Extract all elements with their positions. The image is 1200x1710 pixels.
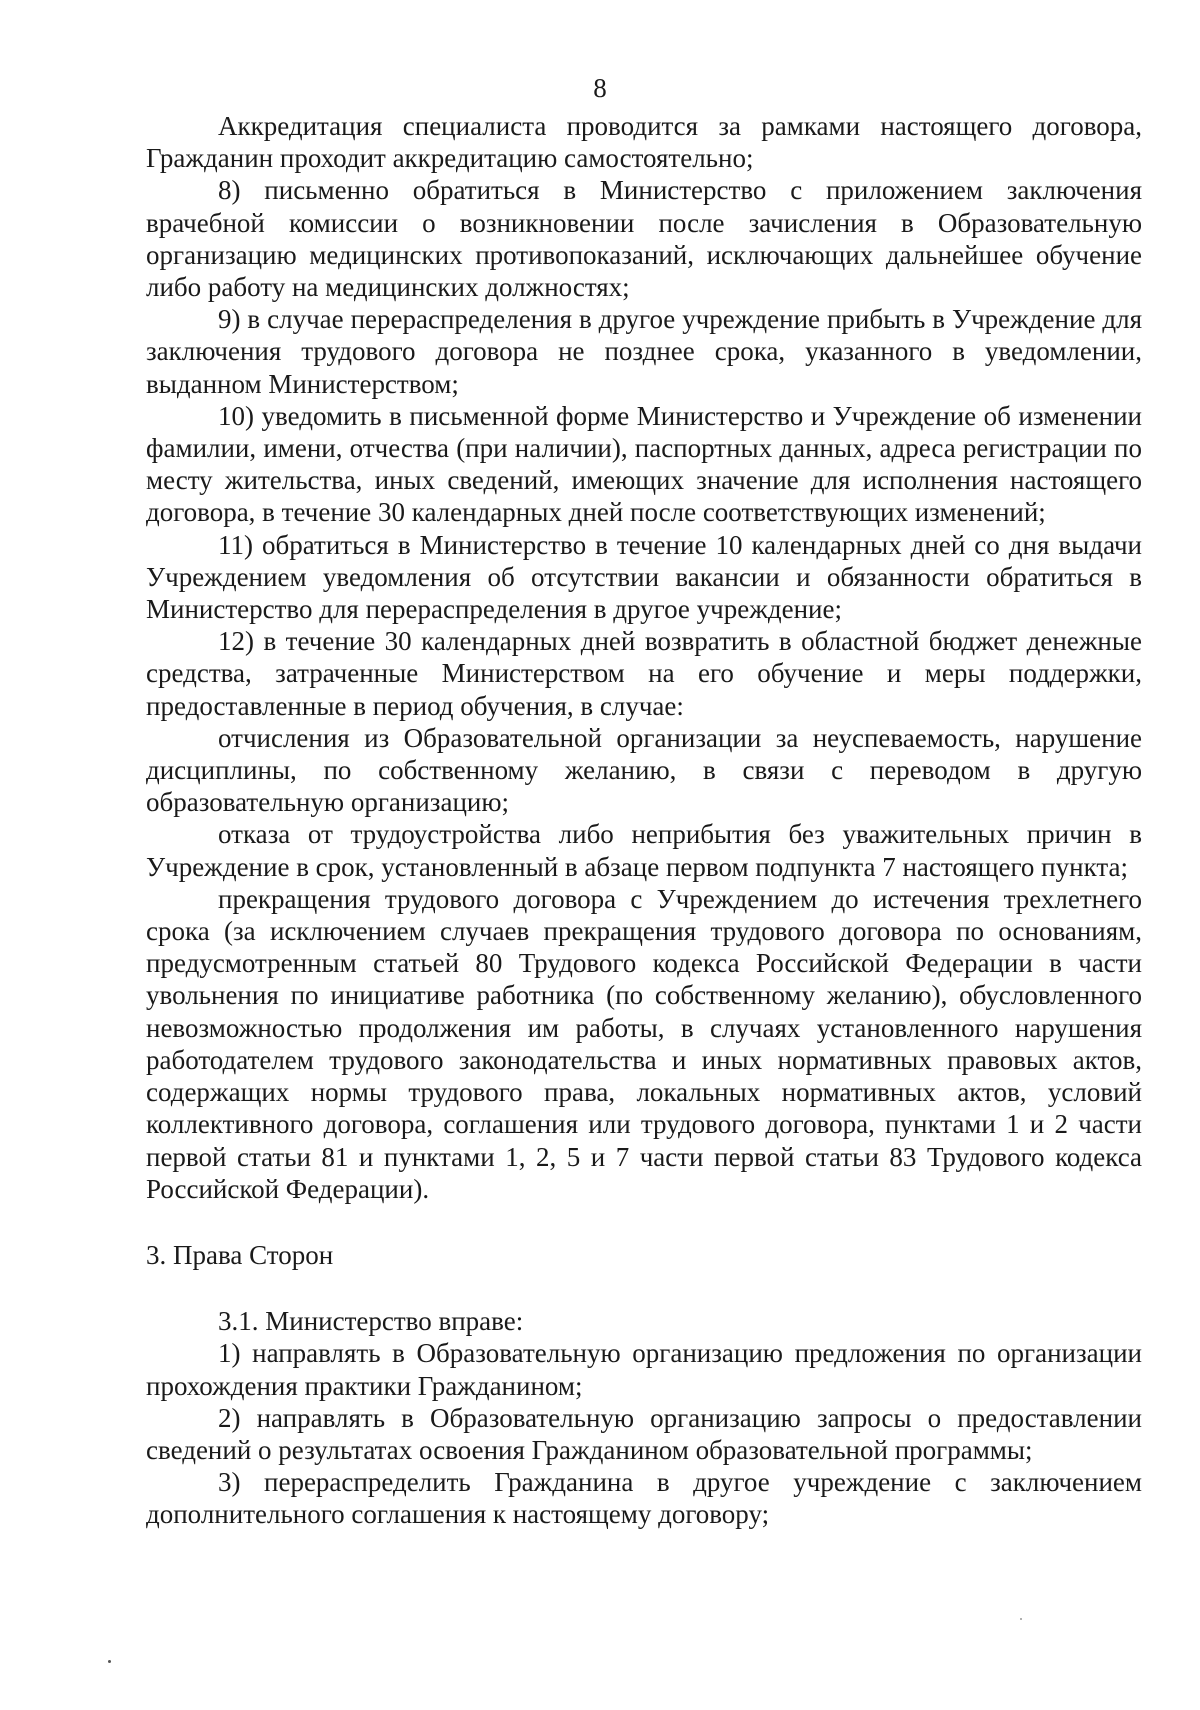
paragraph-item-12: 12) в течение 30 календарных дней возвратить в областной бюджет денежные средства, затраченные Министерством на его обучение и меры поддержки, предоставленные в период обучения, в случае: — [146, 626, 1142, 721]
paragraph-case-refusal: отказа от трудоустройства либо неприбытия без уважительных причин в Учреждение в срок, установленный в абзаце первом подпункта 7 настоящего пункта; — [146, 819, 1142, 882]
page-number: 8 — [593, 73, 607, 103]
paragraph-right-2: 2) направлять в Образовательную организацию запросы о предоставлении сведений о результатах освоения Гражданином образовательной программы; — [146, 1402, 1142, 1465]
paragraph-item-9: 9) в случае перераспределения в другое учреждение прибыть в Учреждение для заключения трудового договора не позднее срока, указанного в уведомлении, выданном Министерством; — [146, 304, 1142, 399]
paragraph-case-termination: прекращения трудового договора с Учреждением до истечения трехлетнего срока (за исключением случаев прекращения трудового договора по основаниям, предусмотренным статьей 80 Трудового кодекса Российской Федерации в части увольнения по инициативе работника (по собственному желанию), обусловленного невозможностью продолжения им работы, в случаях установленного нарушения работодателем трудового законодательства и иных нормативных правовых актов, содержащих нормы трудового права, локальных нормативных актов, условий коллективного договора, соглашения или трудового договора, пунктами 1 и 2 части первой статьи 81 и пунктами 1, 2, 5 и 7 части первой статьи 83 Трудового кодекса Российской Федерации). — [146, 883, 1142, 1204]
paragraph-item-10: 10) уведомить в письменной форме Министерство и Учреждение об изменении фамилии, имени, отчества (при наличии), паспортных данных, адреса регистрации по месту жительства, иных сведений, имеющих значение для исполнения настоящего договора, в течение 30 календарных дней после соответствующих изменений; — [146, 400, 1142, 528]
paragraph-accreditation: Аккредитация специалиста проводится за рамками настоящего договора, Гражданин проходит аккредитацию самостоятельно; — [146, 111, 1142, 174]
scan-speck — [1020, 1618, 1022, 1620]
document-body — [146, 110, 1142, 1531]
section-heading: 3. Права Сторон — [146, 1239, 334, 1270]
paragraph-right-3: 3) перераспределить Гражданина в другое учреждение с заключением дополнительного соглашения к настоящему договору; — [146, 1467, 1142, 1530]
scan-speck — [108, 1660, 111, 1663]
paragraph-right-1: 1) направлять в Образовательную организацию предложения по организации прохождения практики Гражданином; — [146, 1338, 1142, 1401]
paragraph-item-8: 8) письменно обратиться в Министерство с приложением заключения врачебной комиссии о возникновении после зачисления в Образовательную организацию медицинских противопоказаний, исключающих дальнейшее обучение либо работу на медицинских должностях; — [146, 175, 1142, 303]
paragraph-item-11: 11) обратиться в Министерство в течение 10 календарных дней со дня выдачи Учреждением уведомления об отсутствии вакансии и обязанности обратиться в Министерство для перераспределения в другое учреждение; — [146, 529, 1142, 625]
paragraph-case-expulsion: отчисления из Образовательной организации за неуспеваемость, нарушение дисциплины, по собственному желанию, в связи с переводом в другую образовательную организацию; — [146, 722, 1142, 818]
paragraph-3-1: 3.1. Министерство вправе: — [218, 1306, 524, 1337]
